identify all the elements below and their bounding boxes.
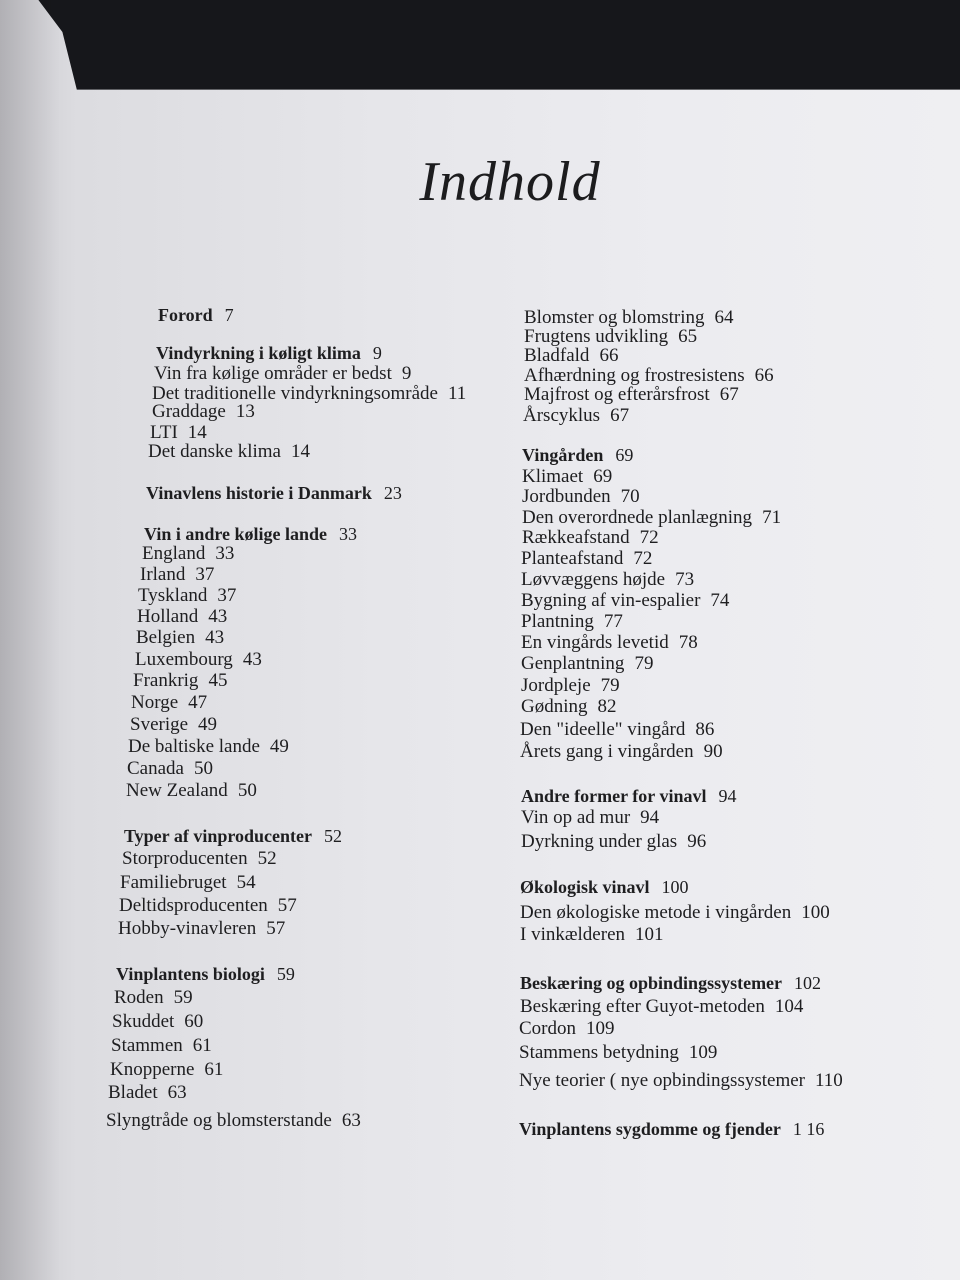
toc-entry-title: Holland	[137, 606, 199, 627]
toc-entry	[136, 628, 224, 647]
toc-entry-title: Jordbunden	[522, 486, 611, 507]
toc-entry-title: Årscyklus	[523, 405, 601, 426]
toc-page-number: 9	[401, 363, 412, 384]
toc-entry-title: Frugtens udvikling	[524, 326, 669, 347]
toc-entry-title: Vinplantens sygdomme og fjender	[519, 1119, 781, 1139]
toc-page-number: 100	[801, 902, 830, 923]
toc-entry	[131, 693, 207, 712]
toc-entry	[520, 925, 664, 944]
toc-entry-title: Hobby-vinavleren	[118, 918, 257, 939]
toc-page-number: 23	[383, 483, 402, 503]
toc-entry-title: Frankrig	[133, 670, 199, 691]
toc-section-heading	[521, 787, 736, 805]
toc-page-number: 37	[217, 585, 237, 606]
toc-page-number: 60	[184, 1011, 204, 1032]
toc-page-number: 45	[208, 670, 228, 691]
toc-section-heading	[520, 974, 821, 992]
toc-entry-title: Plantning	[521, 611, 594, 632]
toc-entry	[521, 591, 729, 610]
toc-page-number: 49	[269, 736, 289, 757]
toc-entry-title: Vinavlens historie i Danmark	[146, 483, 372, 503]
toc-entry	[519, 1071, 843, 1090]
toc-entry-title: Jordpleje	[521, 675, 591, 696]
toc-page-number: 79	[600, 675, 620, 696]
toc-page-number: 78	[678, 632, 698, 653]
toc-entry	[142, 544, 234, 563]
toc-page-number: 43	[205, 627, 225, 648]
toc-page-number: 13	[235, 401, 255, 422]
toc-entry-title: Andre former for vinavl	[521, 786, 707, 806]
toc-entry	[114, 988, 193, 1007]
toc-entry-title: Knopperne	[110, 1059, 195, 1080]
toc-entry	[521, 612, 623, 631]
toc-page-number: 109	[586, 1018, 615, 1039]
toc-entry	[519, 1019, 615, 1038]
toc-entry	[523, 406, 629, 425]
toc-section-heading	[522, 446, 633, 464]
toc-page-number: 11	[447, 383, 467, 404]
toc-page-number: 73	[675, 569, 695, 590]
toc-entry	[119, 896, 297, 915]
toc-entry	[110, 1060, 223, 1079]
toc-entry-title: Irland	[140, 564, 186, 585]
toc-page-number: 43	[208, 606, 228, 627]
toc-entry	[522, 467, 612, 486]
toc-page-number: 102	[794, 973, 822, 993]
toc-entry-title: Cordon	[519, 1018, 576, 1039]
toc-page-number: 50	[237, 780, 257, 801]
toc-entry-title: Norge	[131, 692, 179, 713]
toc-entry	[520, 720, 714, 739]
toc-entry-title: I vinkælderen	[520, 924, 626, 945]
toc-entry-title: Forord	[158, 305, 213, 325]
toc-entry	[152, 402, 255, 421]
toc-page-number: 54	[236, 872, 256, 893]
toc-entry-title: Skuddet	[112, 1011, 175, 1032]
toc-entry-title: De baltiske lande	[128, 736, 260, 757]
toc-entry-title: Vingården	[522, 445, 604, 465]
toc-entry-title: Vin fra kølige områder er bedst	[154, 363, 392, 384]
toc-page-number: 90	[703, 741, 723, 762]
toc-entry-title: Luxembourg	[135, 649, 233, 670]
toc-page-number: 94	[640, 807, 660, 828]
toc-page-number: 71	[762, 507, 782, 528]
toc-entry	[140, 565, 214, 584]
toc-entry-title: Nye teorier ( nye opbindingssystemer	[519, 1070, 805, 1091]
toc-page-number: 101	[635, 924, 664, 945]
toc-page-number: 96	[687, 831, 707, 852]
toc-entry	[111, 1036, 212, 1055]
toc-entry	[128, 737, 289, 756]
toc-entry-title: Den "ideelle" vingård	[520, 719, 686, 740]
toc-entry-title: Bladfald	[524, 345, 590, 366]
toc-entry-title: Beskæring og opbindingssystemer	[520, 973, 783, 993]
toc-page-number: 86	[695, 719, 715, 740]
toc-page-number: 100	[661, 877, 689, 897]
toc-section-heading	[158, 306, 234, 324]
toc-entry-title: Bladet	[108, 1082, 158, 1103]
toc-entry-title: Storproducenten	[122, 848, 248, 869]
toc-section-heading	[156, 344, 382, 362]
toc-section-heading	[124, 827, 342, 845]
toc-entry-title: Beskæring efter Guyot-metoden	[520, 996, 765, 1017]
toc-page-number: 63	[341, 1110, 361, 1131]
toc-entry	[522, 528, 659, 547]
toc-page-number: 57	[266, 918, 286, 939]
toc-page-number: 57	[277, 895, 297, 916]
toc-entry-title: Rækkeafstand	[522, 527, 630, 548]
toc-page-number: 94	[718, 786, 737, 806]
toc-entry	[521, 832, 706, 851]
toc-entry	[148, 442, 310, 461]
toc-entry-title: New Zealand	[126, 780, 228, 801]
toc-entry	[524, 366, 774, 385]
toc-entry	[120, 873, 256, 892]
toc-entry-title: Roden	[114, 987, 164, 1008]
toc-entry-title: Det danske klima	[148, 441, 281, 462]
toc-entry-title: Genplantning	[521, 653, 625, 674]
toc-section-heading	[144, 525, 357, 543]
toc-entry	[520, 742, 723, 761]
toc-entry-title: Klimaet	[522, 466, 584, 487]
toc-entry	[122, 849, 277, 868]
toc-entry	[520, 997, 803, 1016]
toc-entry-title: En vingårds levetid	[521, 632, 669, 653]
toc-page-number: 82	[597, 696, 617, 717]
toc-page-number: 79	[634, 653, 654, 674]
toc-entry-title: Løvvæggens højde	[521, 569, 666, 590]
toc-page-number: 9	[372, 343, 382, 363]
toc-entry	[524, 308, 734, 327]
toc-page-number: 7	[224, 305, 234, 325]
toc-page-number: 43	[242, 649, 262, 670]
toc-page-number: 61	[204, 1059, 224, 1080]
toc-section-heading	[520, 878, 689, 896]
toc-page-number: 77	[603, 611, 623, 632]
toc-page-number: 14	[187, 422, 207, 443]
toc-entry-title: Dyrkning under glas	[521, 831, 678, 852]
toc-entry-title: Vindyrkning i køligt klima	[156, 343, 361, 363]
toc-entry-title: Deltidsproducenten	[119, 895, 268, 916]
toc-section-heading	[519, 1120, 824, 1138]
toc-page-number: 1 16	[792, 1119, 825, 1139]
toc-entry	[521, 697, 617, 716]
toc-entry-title: Majfrost og efterårsfrost	[524, 384, 710, 405]
toc-page-number: 72	[639, 527, 659, 548]
toc-page-number: 59	[276, 964, 295, 984]
toc-entry-title: Gødning	[521, 696, 588, 717]
toc-entry-title: Vin op ad mur	[521, 807, 631, 828]
toc-entry-title: Planteafstand	[521, 548, 624, 569]
toc-entry	[521, 549, 652, 568]
toc-entry	[154, 364, 411, 383]
toc-page-number: 64	[714, 307, 734, 328]
toc-entry-title: Vin i andre kølige lande	[144, 524, 328, 544]
toc-entry	[135, 650, 262, 669]
toc-entry	[112, 1012, 203, 1031]
toc-entry	[524, 327, 697, 346]
toc-page-number: 70	[620, 486, 640, 507]
toc-entry	[519, 1043, 717, 1062]
toc-entry	[127, 759, 213, 778]
toc-entry-title: Økologisk vinavl	[520, 877, 650, 897]
toc-entry	[521, 570, 694, 589]
toc-entry-title: Afhærdning og frostresistens	[524, 365, 745, 386]
toc-entry	[521, 633, 698, 652]
toc-page-number: 110	[814, 1070, 843, 1091]
toc-entry	[106, 1111, 361, 1130]
toc-page-number: 72	[633, 548, 653, 569]
toc-page-number: 74	[710, 590, 730, 611]
toc-entry	[522, 487, 640, 506]
toc-entry-title: Typer af vinproducenter	[124, 826, 312, 846]
toc-page-number: 52	[324, 826, 342, 846]
toc-page-number: 66	[599, 345, 619, 366]
toc-page-number: 61	[192, 1035, 212, 1056]
toc-entry-title: Blomster og blomstring	[524, 307, 705, 328]
toc-page-number: 59	[173, 987, 193, 1008]
toc-entry-title: Canada	[127, 758, 184, 779]
toc-entry-title: Familiebruget	[120, 872, 227, 893]
toc-entry	[118, 919, 285, 938]
toc-page-number: 37	[195, 564, 215, 585]
toc-page-number: 109	[688, 1042, 718, 1063]
toc-entry	[521, 654, 653, 673]
toc-entry-title: Tyskland	[138, 585, 208, 606]
toc-entry-title: Graddage	[152, 401, 226, 422]
toc-entry-title: Årets gang i vingården	[520, 741, 694, 762]
toc-entry	[138, 586, 236, 605]
toc-page-number: 67	[719, 384, 739, 405]
toc-page-number: 66	[754, 365, 774, 386]
toc-entry	[108, 1083, 187, 1102]
toc-entry-title: England	[142, 543, 206, 564]
toc-page-number: 65	[678, 326, 698, 347]
page-title: Indhold	[419, 151, 601, 213]
toc-page-number: 50	[193, 758, 213, 779]
toc-entry	[130, 715, 217, 734]
toc-page-number: 52	[257, 848, 277, 869]
toc-page-number: 67	[610, 405, 630, 426]
toc-entry	[522, 508, 781, 527]
toc-page-number: 33	[215, 543, 235, 564]
toc-page-number: 69	[615, 445, 634, 465]
toc-entry-title: Vinplantens biologi	[116, 964, 265, 984]
toc-entry	[524, 346, 618, 365]
toc-section-heading	[146, 484, 402, 502]
toc-entry	[524, 385, 739, 404]
toc-entry-title: Stammens betydning	[519, 1042, 679, 1063]
toc-page-number: 63	[167, 1082, 187, 1103]
toc-page-number: 47	[188, 692, 208, 713]
toc-entry	[133, 671, 227, 690]
toc-entry-title: Sverige	[130, 714, 189, 735]
toc-entry	[150, 423, 207, 442]
toc-entry-title: Bygning af vin-espalier	[521, 590, 701, 611]
toc-entry-title: Stammen	[111, 1035, 183, 1056]
toc-entry-title: Det traditionelle vindyrkningsområde	[152, 383, 438, 404]
toc-entry-title: Den overordnede planlægning	[522, 507, 753, 528]
toc-entry	[126, 781, 257, 800]
toc-entry	[520, 903, 830, 922]
toc-entry-title: Den økologiske metode i vingården	[520, 902, 792, 923]
toc-entry-title: Belgien	[136, 627, 196, 648]
toc-entry	[521, 808, 659, 827]
toc-page-number: 49	[198, 714, 218, 735]
toc-entry-title: LTI	[150, 422, 178, 443]
toc-entry	[137, 607, 227, 626]
toc-page-number: 14	[290, 441, 310, 462]
toc-section-heading	[116, 965, 295, 983]
toc-page-number: 69	[593, 466, 613, 487]
toc-entry-title: Slyngtråde og blomsterstande	[106, 1110, 332, 1131]
toc-page-number: 104	[774, 996, 804, 1017]
toc-entry	[521, 676, 620, 695]
toc-page-number: 33	[339, 524, 358, 544]
